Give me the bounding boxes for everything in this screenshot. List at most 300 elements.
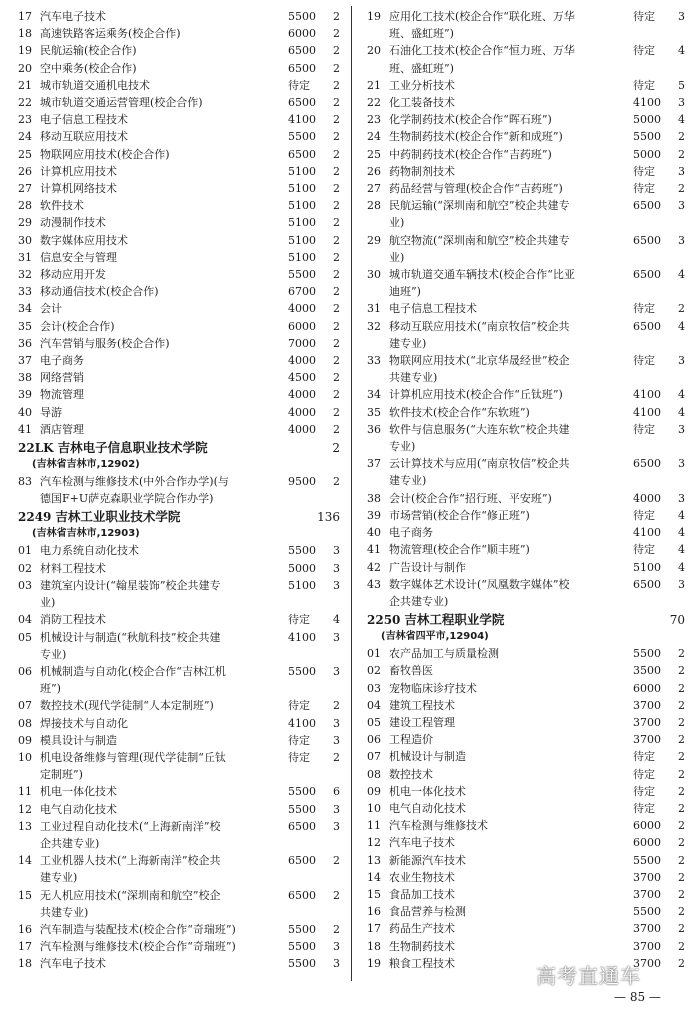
major-row <box>18 663 340 697</box>
enrollment-count: 2 <box>678 681 685 695</box>
major-code: 15 <box>367 887 381 901</box>
major-name: 生物制药技术 <box>389 939 455 953</box>
tuition-fee: 待定 <box>633 44 655 58</box>
major-code: 24 <box>367 130 381 144</box>
major-row <box>18 111 340 128</box>
major-code: 08 <box>18 716 32 730</box>
major-name: 计算机应用技术 <box>40 164 117 178</box>
major-name: 物流管理(校企合作“顺丰班”) <box>389 543 530 557</box>
tuition-fee: 6500 <box>288 44 316 58</box>
tuition-fee: 5500 <box>633 647 661 661</box>
school-total: 70 <box>669 613 685 628</box>
school-name: 吉林工程职业学院 <box>404 612 505 628</box>
major-name: 航空物流(“深圳南和航空”校企共建专 业) <box>389 233 570 264</box>
major-name: 民航运输(校企合作) <box>40 44 137 58</box>
tuition-fee: 待定 <box>633 182 655 196</box>
major-row <box>18 852 340 886</box>
enrollment-count: 2 <box>333 422 340 436</box>
enrollment-count: 3 <box>678 164 685 178</box>
major-code: 18 <box>367 939 381 953</box>
major-row <box>367 42 685 76</box>
major-name: 电气自动化技术 <box>389 801 466 815</box>
major-code: 10 <box>18 750 32 764</box>
major-row <box>18 146 340 163</box>
enrollment-count: 4 <box>678 113 685 127</box>
major-name: 药品生产技术 <box>389 922 455 936</box>
tuition-fee: 5000 <box>633 113 661 127</box>
major-row <box>18 542 340 559</box>
major-name: 汽车营销与服务(校企合作) <box>40 336 170 350</box>
major-name: 会计(校企合作“招行班、平安班”) <box>389 491 552 505</box>
major-row <box>367 817 685 834</box>
major-name: 应用化工技术(校企合作“联化班、万华 班、盛虹班”) <box>389 10 575 41</box>
major-row <box>18 577 340 611</box>
major-row <box>367 869 685 886</box>
tuition-fee: 5000 <box>633 147 661 161</box>
major-code: 34 <box>18 302 32 316</box>
major-row <box>367 77 685 94</box>
major-name: 机械设计与制造 <box>389 750 466 764</box>
major-name: 生物制药技术(校企合作“新和成班”) <box>389 130 563 144</box>
major-row <box>18 818 340 852</box>
enrollment-count: 2 <box>333 199 340 213</box>
major-name: 空中乘务(校企合作) <box>40 61 137 75</box>
enrollment-count: 3 <box>678 422 685 436</box>
major-row <box>18 369 340 386</box>
tuition-fee: 5100 <box>288 250 316 264</box>
enrollment-count: 2 <box>678 647 685 661</box>
major-name: 工业过程自动化技术(“上海新南洋”校 企共建专业) <box>40 819 221 850</box>
column-divider <box>351 6 352 981</box>
major-row <box>367 163 685 180</box>
enrollment-count: 3 <box>333 664 340 678</box>
major-code: 32 <box>367 319 381 333</box>
major-name: 移动通信技术(校企合作) <box>40 285 159 299</box>
tuition-fee: 6500 <box>633 233 661 247</box>
major-code: 01 <box>18 544 32 558</box>
major-name: 市场营销(校企合作“修正班”) <box>389 508 530 522</box>
major-code: 16 <box>18 922 32 936</box>
tuition-fee: 6000 <box>288 27 316 41</box>
major-code: 23 <box>18 113 32 127</box>
school-name: 吉林电子信息职业技术学院 <box>57 440 208 456</box>
enrollment-count: 4 <box>678 405 685 419</box>
tuition-fee: 3700 <box>633 733 661 747</box>
major-code: 08 <box>367 767 381 781</box>
major-name: 建筑工程技术 <box>389 698 455 712</box>
major-name: 广告设计与制作 <box>389 560 466 574</box>
major-name: 数字媒体艺术设计(“凤凰数字媒体”校 企共建专业) <box>389 577 570 608</box>
tuition-fee: 5500 <box>633 905 661 919</box>
tuition-fee: 3700 <box>633 939 661 953</box>
enrollment-count: 2 <box>678 956 685 970</box>
major-row <box>367 731 685 748</box>
major-code: 09 <box>18 733 32 747</box>
major-row <box>18 128 340 145</box>
enrollment-count: 4 <box>678 388 685 402</box>
major-name: 消防工程技术 <box>40 613 106 627</box>
school-location: (吉林省四平市,12904) <box>381 631 489 643</box>
major-name: 城市轨道交通机电技术 <box>40 78 150 92</box>
enrollment-count: 2 <box>678 905 685 919</box>
major-row <box>367 128 685 145</box>
tuition-fee: 6500 <box>288 854 316 868</box>
school-header <box>367 611 685 629</box>
enrollment-count: 2 <box>678 853 685 867</box>
major-name: 移动互联应用技术(“南京牧信”校企共 建专业) <box>389 319 570 350</box>
major-name: 物联网应用技术(“北京华晟经世”校企 共建专业) <box>389 354 570 385</box>
major-row <box>367 524 685 541</box>
major-name: 焊接技术与自动化 <box>40 716 128 730</box>
tuition-fee: 待定 <box>633 784 655 798</box>
enrollment-count: 2 <box>333 113 340 127</box>
major-code: 41 <box>18 422 32 436</box>
major-code: 29 <box>367 233 381 247</box>
major-row <box>367 300 685 317</box>
enrollment-count: 2 <box>678 302 685 316</box>
major-code: 05 <box>18 630 32 644</box>
major-name: 会计 <box>40 302 62 316</box>
enrollment-count: 2 <box>333 233 340 247</box>
major-code: 10 <box>367 801 381 815</box>
school-total: 136 <box>317 510 340 525</box>
tuition-fee: 5000 <box>288 561 316 575</box>
tuition-fee: 待定 <box>633 164 655 178</box>
major-row <box>18 560 340 577</box>
major-code: 35 <box>18 319 32 333</box>
tuition-fee: 6700 <box>288 285 316 299</box>
major-code: 16 <box>367 905 381 919</box>
tuition-fee: 5500 <box>288 130 316 144</box>
enrollment-count: 2 <box>678 767 685 781</box>
major-row <box>18 77 340 94</box>
left-column <box>18 8 340 973</box>
major-name: 软件技术(校企合作“东软班”) <box>389 405 530 419</box>
major-name: 食品加工技术 <box>389 887 455 901</box>
tuition-fee: 6000 <box>288 319 316 333</box>
major-code: 02 <box>18 561 32 575</box>
major-name: 物流管理 <box>40 388 84 402</box>
major-name: 汽车电子技术 <box>40 10 106 23</box>
major-row <box>367 352 685 386</box>
major-code: 43 <box>367 577 381 591</box>
enrollment-count: 5 <box>678 78 685 92</box>
major-name: 农业生物技术 <box>389 870 455 884</box>
enrollment-count: 2 <box>333 61 340 75</box>
enrollment-count: 2 <box>333 268 340 282</box>
major-row <box>367 197 685 231</box>
major-row <box>18 163 340 180</box>
tuition-fee: 4000 <box>288 422 316 436</box>
major-name: 会计(校企合作) <box>40 319 115 333</box>
enrollment-count: 3 <box>333 802 340 816</box>
major-name: 中药制药技术(校企合作“吉药班”) <box>389 147 552 161</box>
major-name: 动漫制作技术 <box>40 216 106 230</box>
major-name: 民航运输(“深圳南和航空”校企共建专 业) <box>389 199 570 230</box>
major-name: 畜牧兽医 <box>389 664 433 678</box>
enrollment-count: 4 <box>678 319 685 333</box>
major-name: 软件与信息服务(“大连东软”校企共建 专业) <box>389 422 570 454</box>
major-code: 20 <box>367 44 381 58</box>
enrollment-count: 4 <box>678 508 685 522</box>
tuition-fee: 4000 <box>288 405 316 419</box>
major-row <box>18 180 340 197</box>
major-code: 09 <box>367 784 381 798</box>
major-name: 新能源汽车技术 <box>389 853 466 867</box>
major-name: 信息安全与管理 <box>40 250 117 264</box>
major-row <box>367 490 685 507</box>
enrollment-count: 2 <box>333 216 340 230</box>
tuition-fee: 3700 <box>633 922 661 936</box>
major-code: 41 <box>367 543 381 557</box>
major-row <box>367 697 685 714</box>
enrollment-count: 2 <box>333 319 340 333</box>
enrollment-count: 2 <box>678 715 685 729</box>
tuition-fee: 待定 <box>633 302 655 316</box>
tuition-fee: 4000 <box>288 388 316 402</box>
major-name: 汽车电子技术 <box>40 957 106 971</box>
major-row <box>18 955 340 972</box>
major-name: 石油化工技术(校企合作“恒力班、万华 班、盛虹班”) <box>389 44 575 75</box>
enrollment-count: 2 <box>333 336 340 350</box>
tuition-fee: 3700 <box>633 956 661 970</box>
major-name: 酒店管理 <box>40 422 84 436</box>
tuition-fee: 3700 <box>633 698 661 712</box>
tuition-fee: 待定 <box>633 354 655 368</box>
tuition-fee: 6500 <box>288 888 316 902</box>
major-row <box>18 60 340 77</box>
major-code: 18 <box>18 957 32 971</box>
major-row <box>18 783 340 800</box>
major-code: 40 <box>18 405 32 419</box>
major-code: 12 <box>18 802 32 816</box>
tuition-fee: 3700 <box>633 870 661 884</box>
major-name: 机电一体化技术 <box>40 785 117 799</box>
enrollment-count: 4 <box>678 560 685 574</box>
major-name: 城市轨道交通运营管理(校企合作) <box>40 96 203 110</box>
enrollment-count: 3 <box>678 577 685 591</box>
enrollment-count: 3 <box>333 733 340 747</box>
major-name: 汽车电子技术 <box>389 836 455 850</box>
major-row <box>367 559 685 576</box>
enrollment-count: 2 <box>333 285 340 299</box>
tuition-fee: 待定 <box>633 750 655 764</box>
tuition-fee: 4100 <box>633 405 661 419</box>
tuition-fee: 4500 <box>288 371 316 385</box>
major-code: 33 <box>367 354 381 368</box>
major-name: 计算机应用技术(校企合作“丘钛班”) <box>389 388 563 402</box>
enrollment-count: 2 <box>333 164 340 178</box>
major-code: 17 <box>18 940 32 954</box>
major-code: 13 <box>367 853 381 867</box>
major-row <box>18 249 340 266</box>
tuition-fee: 5100 <box>633 560 661 574</box>
major-code: 38 <box>18 371 32 385</box>
enrollment-count: 2 <box>678 784 685 798</box>
major-row <box>18 318 340 335</box>
major-name: 导游 <box>40 405 62 419</box>
enrollment-count: 3 <box>333 716 340 730</box>
major-code: 37 <box>18 354 32 368</box>
major-code: 07 <box>367 750 381 764</box>
major-name: 数控技术 <box>389 767 433 781</box>
enrollment-count: 3 <box>333 819 340 833</box>
major-code: 20 <box>18 61 32 75</box>
major-code: 34 <box>367 388 381 402</box>
tuition-fee: 4100 <box>288 716 316 730</box>
major-row <box>367 386 685 403</box>
major-name: 机电一体化技术 <box>389 784 466 798</box>
tuition-fee: 5500 <box>288 802 316 816</box>
major-row <box>18 266 340 283</box>
major-row <box>18 421 340 438</box>
tuition-fee: 待定 <box>288 733 310 747</box>
major-row <box>367 8 685 42</box>
tuition-fee: 4100 <box>288 630 316 644</box>
major-name: 计算机网络技术 <box>40 182 117 196</box>
enrollment-count: 2 <box>333 475 340 489</box>
major-code: 11 <box>367 819 381 833</box>
tuition-fee: 4000 <box>288 302 316 316</box>
major-code: 13 <box>18 819 32 833</box>
major-row <box>367 714 685 731</box>
major-name: 物联网应用技术(校企合作) <box>40 147 170 161</box>
enrollment-count: 4 <box>333 613 340 627</box>
major-row <box>367 800 685 817</box>
major-row <box>18 473 340 507</box>
enrollment-count: 2 <box>333 147 340 161</box>
tuition-fee: 6500 <box>633 268 661 282</box>
major-name: 电力系统自动化技术 <box>40 544 139 558</box>
major-name: 材料工程技术 <box>40 561 106 575</box>
tuition-fee: 5500 <box>288 922 316 936</box>
major-code: 11 <box>18 785 32 799</box>
major-code: 21 <box>18 78 32 92</box>
major-row <box>367 94 685 111</box>
major-code: 31 <box>18 250 32 264</box>
major-code: 25 <box>18 147 32 161</box>
major-name: 模具设计与制造 <box>40 733 117 747</box>
major-code: 04 <box>18 613 32 627</box>
major-row <box>367 455 685 489</box>
major-code: 29 <box>18 216 32 230</box>
tuition-fee: 4100 <box>633 388 661 402</box>
enrollment-count: 3 <box>333 561 340 575</box>
major-code: 35 <box>367 405 381 419</box>
major-name: 工业机器人技术(“上海新南洋”校企共 建专业) <box>40 854 221 885</box>
major-row <box>18 386 340 403</box>
tuition-fee: 6500 <box>633 577 661 591</box>
tuition-fee: 待定 <box>633 508 655 522</box>
major-row <box>367 766 685 783</box>
school-name: 吉林工业职业技术学院 <box>55 509 181 525</box>
enrollment-count: 2 <box>333 96 340 110</box>
tuition-fee: 待定 <box>288 750 310 764</box>
enrollment-count: 3 <box>678 354 685 368</box>
major-code: 83 <box>18 475 32 489</box>
tuition-fee: 5100 <box>288 216 316 230</box>
tuition-fee: 6500 <box>288 147 316 161</box>
enrollment-count: 2 <box>678 870 685 884</box>
major-code: 28 <box>367 199 381 213</box>
tuition-fee: 待定 <box>633 801 655 815</box>
enrollment-count: 2 <box>333 405 340 419</box>
tuition-fee: 待定 <box>633 10 655 23</box>
enrollment-count: 2 <box>678 147 685 161</box>
major-code: 22 <box>18 96 32 110</box>
right-column <box>367 8 685 972</box>
tuition-fee: 5500 <box>633 853 661 867</box>
tuition-fee: 4100 <box>633 96 661 110</box>
major-code: 25 <box>367 147 381 161</box>
school-code: 2250 <box>367 613 401 628</box>
tuition-fee: 5100 <box>288 182 316 196</box>
major-row <box>367 645 685 662</box>
major-row <box>18 214 340 231</box>
major-code: 36 <box>18 336 32 350</box>
enrollment-count: 2 <box>333 854 340 868</box>
tuition-fee: 6500 <box>633 319 661 333</box>
school-header <box>18 508 340 526</box>
enrollment-count: 2 <box>333 44 340 58</box>
tuition-fee: 4000 <box>288 354 316 368</box>
major-row <box>18 749 340 783</box>
major-code: 38 <box>367 491 381 505</box>
major-name: 建筑室内设计(“翰星装饰”校企共建专 业) <box>40 578 221 610</box>
tuition-fee: 5100 <box>288 199 316 213</box>
major-row <box>367 680 685 697</box>
major-code: 02 <box>367 664 381 678</box>
major-code: 14 <box>367 870 381 884</box>
major-code: 12 <box>367 836 381 850</box>
major-code: 30 <box>18 233 32 247</box>
watermark-logo: 高考直通车 <box>536 964 641 988</box>
enrollment-count: 3 <box>678 233 685 247</box>
major-row <box>367 748 685 765</box>
major-code: 01 <box>367 647 381 661</box>
enrollment-count: 2 <box>333 250 340 264</box>
enrollment-count: 6 <box>333 785 340 799</box>
major-code: 24 <box>18 130 32 144</box>
enrollment-count: 3 <box>333 630 340 644</box>
major-row <box>18 697 340 714</box>
major-name: 食品营养与检测 <box>389 905 466 919</box>
tuition-fee: 3700 <box>633 887 661 901</box>
major-name: 数控技术(现代学徒制“人本定制班”) <box>40 699 214 713</box>
major-row <box>367 111 685 128</box>
major-code: 06 <box>367 733 381 747</box>
major-row <box>18 8 340 25</box>
major-name: 药物制剂技术 <box>389 164 455 178</box>
enrollment-count: 3 <box>678 10 685 23</box>
tuition-fee: 6000 <box>633 681 661 695</box>
major-row <box>367 662 685 679</box>
enrollment-count: 2 <box>678 836 685 850</box>
major-row <box>367 507 685 524</box>
major-row <box>18 938 340 955</box>
enrollment-count: 3 <box>678 96 685 110</box>
major-name: 高速铁路客运乘务(校企合作) <box>40 27 181 41</box>
major-code: 42 <box>367 560 381 574</box>
school-code: 2249 <box>18 510 52 525</box>
tuition-fee: 5500 <box>288 664 316 678</box>
tuition-fee: 待定 <box>288 613 310 627</box>
major-row <box>18 232 340 249</box>
major-name: 汽车检测与维修技术(中外合作办学)(与 德国F+U萨克森职业学院合作办学) <box>40 475 229 506</box>
major-name: 汽车检测与维修技术 <box>389 819 488 833</box>
major-name: 机械制造与自动化(校企合作“吉林江机 班”) <box>40 664 226 696</box>
major-code: 22 <box>367 96 381 110</box>
